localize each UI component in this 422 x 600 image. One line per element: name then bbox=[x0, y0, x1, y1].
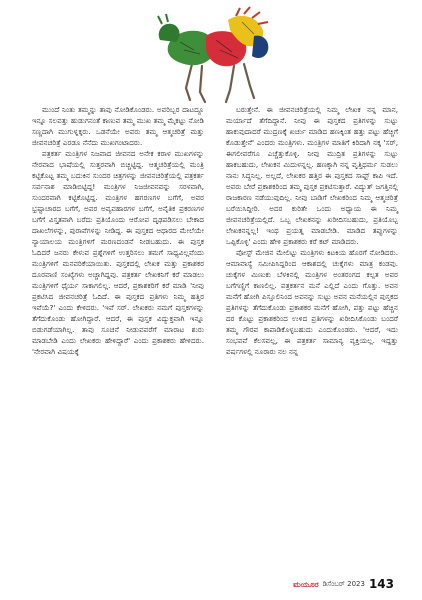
page-number: 143 bbox=[368, 577, 394, 591]
issue-date: ಡಿಸೆಂಬರ್ 2023 bbox=[322, 579, 365, 588]
article-column-left bbox=[32, 104, 204, 357]
paragraph: ಮುಂದೆ ನಿಂತು ತಮ್ಮನ್ನು ತಾವು ನೋಡಿಕೊಂಡರು. ಅವರಿಬ್ಬರ ದಾಟದ್ದೂ ಇನ್ನೂ ಸಲವತ್ತು ಹುಡುಗನಂತೆ ಕಾಣುವ ತಮ್ಮ ಮುಖ ತಮ್ಮ ಮೈಕಟ್ಟು ನೋಡಿ ಸಣ್ಣದಾಗಿ ಮುಗುಳ್ನಕ್ಕರು. ಒಡನೆಯೇ ಅವರು ತಮ್ಮ ಆತ್ಮಚರಿತ್ರೆ ಮತ್ತು ಜೀವನಚರಿತ್ರೆ ಎರಡೂ ನೆನೆದು ಮುಖಗಂಟಾದರು. bbox=[32, 105, 204, 147]
article-column-right bbox=[226, 104, 398, 357]
page-footer bbox=[293, 577, 394, 591]
painted-horses-icon bbox=[150, 6, 280, 106]
paragraph: ಬರುತ್ತೇನೆ. ಈ ಜೀವನಚರಿತ್ರೆಯಲ್ಲಿ ನಿಮ್ಮ ಲೇಖಕ ನನ್ನ ಮಾನ, ಮರ್ಯಾದೆ ತೆಗೆದಿದ್ದಾನೆ. ನೀವು ಈ ಪುಸ್ತಕದ ಪ್ರತಿಗಳನ್ನು ಸುಟ್ಟು ಹಾಕುವುದಾದರೆ ಮುದ್ರಣಕ್ಕೆ ಖರ್ಚು ಮಾಡಿದ ಹಣಕ್ಕಿಂತ ಹತ್ತು ಪಟ್ಟು ಹೆಚ್ಚಿಗೆ ಕೊಡುತ್ತೇನೆ' ಎಂದರು ಮಂತ್ರಿಗಳು. ಮಂತ್ರಿಗಳ ಮಾತಿಗೆ ಕಿರಿದಾಗಿ ನಕ್ಕ 'ಸರ್, ಈಗಲೀವರೆಗೂ ಎಚ್ಚೆತ್ತುಕೊಳ್ಳಿ. ನೀವು ಮುದ್ರಿತ ಪ್ರತಿಗಳನ್ನು ಸುಟ್ಟು ಹಾಕಬಹುದು, ಲೇಖಕನ ಮಿದುಳನ್ನಲ್ಲ. ಹಣಕ್ಕಾಗಿ ನನ್ನ ವೃತ್ತಿಧರ್ಮ ಸುಡಲು ನಾನು ಸಿದ್ಧನಿಲ್ಲ. ಅಲ್ಲದೆ, ಲೇಖಕರ ಹತ್ತಿರ ಈ ಪುಸ್ತಕದ ಸಾಫ್ಟ್ ಕಾಪಿ ಇದೆ. ಅವರು ಬೇರೆ ಪ್ರಕಾಶಕರಿಂದ ತಮ್ಮ ಪುಸ್ತಕ ಪ್ರಕಟಿಸುತ್ತಾರೆ. ವಿದ್ಯುತ್ ಜಗತ್ತಿನಲ್ಲಿ ರಾಜಕಾರಣ ನಡೆಯುವುದಿಲ್ಲ. ನೀವು ಬಾಡಿಗೆ ಲೇಖಕರಿಂದ ನಿಮ್ಮ ಆತ್ಮಚರಿತ್ರೆ ಬರೆಯಿಸಿದ್ದೀರಿ. ಅದರ ಕುರಿತೇ ಒಂದು ಅಧ್ಯಾಯ ಈ ನಿಮ್ಮ ಜೀವನಚರಿತ್ರೆಯಲ್ಲಿದೆ. ಒಬ್ಬ ಲೇಖಕನನ್ನು ಖರೀದಿಸಬಹುದು, ಪ್ರತಿಯೊಬ್ಬ ಲೇಖಕನನ್ನಲ್ಲ! ಇಂಥ ಪ್ರಯತ್ನ ಮಾಡಬೇಡಿ. ಮಾಡಿದ ತಪ್ಪುಗಳನ್ನು ಒಪ್ಪಿಕೊಳ್ಳಿ' ಎಂದು ಹೇಳಿ ಪ್ರಕಾಶಕರು ಕರೆ ಕಟ್ ಮಾಡಿದರು. bbox=[226, 105, 398, 246]
paragraph: ಪೋಸ್ಟ್ ಮೇಜಿನ ಮೇಲಿಟ್ಟು ಮಂತ್ರಿಗಳು ಕಿಟಕಿಯ ಹೊರಗೆ ನೋಡಿದರು. ಆಮಾವಾಸ್ಯೆ ಸಮೀಪಿಸಿದ್ದರಿಂದ ಆಕಾಶದಲ್ಲಿ ಚುಕ್ಕೆಗಳು ಮಾತ್ರ ಕಂಡವು. ಚುಕ್ಕೆಗಳ ಮಿಣುಕು ಬೆಳಕಿನಲ್ಲಿ ಮಂತ್ರಿಗಳ ಅಂತರಂಗದ ಕಲ್ಪತ ಅವರ ಬಗೆಗಣ್ಣಿಗೆ ಕಾಣಲಿಲ್ಲ. ಪತ್ರಕರ್ತನ ಮನೆ ಎಲ್ಲಿದೆ ಎಂದು ಗೊತ್ತು. ಅವನ ಮನೆಗೆ ಹೋಗಿ ಪಿಸ್ತೂಲಿನಿಂದ ಅವನನ್ನು ಸುಟ್ಟು ಅವನ ಮನೆಯಲ್ಲಿನ ಪುಸ್ತಕದ ಪ್ರತಿಗಳನ್ನು ತೆಗೆದುಕೊಂಡು ಪ್ರಕಾಶಕರ ಮನೆಗೆ ಹೋಗಿ, ಪತ್ತು ಪಟ್ಟು ಹೆಚ್ಚಿನ ದರ ಕೊಟ್ಟು ಪ್ರಕಾಶಕರಿಂದ ಉಳಿದ ಪ್ರತಿಗಳನ್ನು ಖರೀದಿಸಿಕೊಂಡು ಬಂದರೆ ತಮ್ಮ ಗೌರವ ಕಾಪಾಡಿಕೊಳ್ಳಬಹುದು ಎಂದುಕೊಂಡರು. 'ಆದರೆ, ಇದು ಸಂಭವವೆ ಕೆಲಸವಲ್ಲ, ಈ ಪತ್ರಕರ್ತ ಸಾಮಾನ್ಯ ವ್ಯಕ್ತಿಯಲ್ಲ. ಇದ್ದತ್ತು ವರ್ಷಗಳಲ್ಲಿ ನೂರಾರು ನಲ ನನ್ನ bbox=[226, 248, 398, 356]
magazine-brand: ಮಯೂರ bbox=[293, 578, 319, 589]
paragraph: ಪತ್ರಕರ್ತ ಮಂತ್ರಿಗಳ ನಿಜವಾದ ಜೀವನದ ಅನೇಕ ಕರಾಳ ಮುಖಗಳನ್ನು ನೇರವಾದ ಭಾಷೆಯಲ್ಲಿ ಸುತ್ತರವಾಗಿ ಬಿಚ್ಚಿಟ್ಟಿದ್ದ. ಆತ್ಮಚರಿತ್ರೆಯಲ್ಲಿ ಮಂತ್ರಿ ಕಟ್ಟಿಕೊಟ್ಟ ತಮ್ಮ ಬದುಕಿನ ಸುಂದರ ಚಿತ್ರಗಳನ್ನು ಜೀವನಚರಿತ್ರೆಯಲ್ಲಿ ಪತ್ರಕರ್ತ ಸರ್ವನಾಶ ಮಾಡಿಬಿಟ್ಟಿದ್ದ! ಮಂತ್ರಿಗಳ ನಿಜಜೀವನವನ್ನು ಸರಳವಾಗಿ, ಸುಂದರವಾಗಿ ಕಟ್ಟಿಕೊಟ್ಟಿದ್ದ. ಮಂತ್ರಿಗಳ ಹಗರಣಗಳ ಬಗೆಗೆ, ಅವರ ಭ್ರಷ್ಟಾಚಾರದ ಬಗೆಗೆ, ಅವರ ಅವ್ಯವಹಾರಗಳ ಬಗೆಗೆ, ಅನೈತಿಕ ಪ್ರಕರಣಗಳ ಬಗೆಗೆ ವಿಸ್ತೃತವಾಗಿ ಬರೆದು ಪ್ರತಿಯೊಂದು ಆರೋಪ ದೃಢಪಡಿಸಲು ಬೇಕಾದ ದಾಖಲೆಗಳನ್ನು, ಪುರಾವೆಗಳನ್ನು ನೀಡಿದ್ದ. ಈ ಪುಸ್ತಕದ ಆಧಾರದ ಮೇಲೆಯೇ ನ್ಯಾಯಾಲಯ ಮಂತ್ರಿಗಳಿಗೆ ಮರಣದಂಡನೆ ನೀಡಬಹುದು. ಈ ಪುಸ್ತಕ ಓದಿದರೆ ಜನರು ಕೇಳುವ ಪ್ರಶ್ನೆಗಳಿಗೆ ಉತ್ತರಿಸಲು ತಮಗೆ ಸಾಧ್ಯವಿಲ್ಲವೆಂದು ಮಂತ್ರಿಗಳಿಗೆ ಮನವರಿಕೆಯಾಯಿತು. ಪುಸ್ತಕದಲ್ಲಿ ಲೇಖಕ ಮತ್ತು ಪ್ರಕಾಶಕರ ದೂರವಾಣಿ ಸಂಖ್ಯೆಗಳು ಅಚ್ಚಾಗಿದ್ದವು. ಪತ್ರಕರ್ತ ಲೇಖಕನಿಗೆ ಕರೆ ಮಾಡಲು ಮಂತ್ರಿಗಳಿಗೆ ಧೈರ್ಯ ಸಾಕಾಗಲಿಲ್ಲ. ಆದರೆ, ಪ್ರಕಾಶಕರಿಗೆ ಕರೆ ಮಾಡಿ 'ನೀವು ಪ್ರಕಟಿಸಿದ ಜೀವನಚರಿತ್ರೆ ಓದಿದೆ. ಈ ಪುಸ್ತಕದ ಪ್ರತಿಗಳು ನಿಮ್ಮ ಹತ್ತಿರ ಇವೆಯೆ?' ಎಂದು ಕೇಳಿದರು. 'ಇವೆ ಸರ್. ಲೇಖಕರು ನಮಗೆ ಪುಸ್ತಕಗಳನ್ನು ತೆಗೆದುಕೊಂಡು ಹೋಗಿದ್ದಾರೆ. ಆದರೆ, ಈ ಪುಸ್ತಕ ವಿದ್ಯುಕ್ತವಾಗಿ ಇನ್ನೂ ಬಿಡುಗಡೆಯಾಗಿಲ್ಲ. ತಾವು ಸೂಚನೆ ನೀಡುವವರೆಗೆ ಮಾರಾಟ ಶುರು ಮಾಡಬೇಡಿ ಎಂದು ಲೇಖಕರು ಹೇಳಿದ್ದಾರೆ' ಎಂದು ಪ್ರಕಾಶಕರು ಹೇಳಿದರು. 'ನೇರವಾಗಿ ವಿಷಯಕ್ಕೆ bbox=[32, 149, 204, 356]
